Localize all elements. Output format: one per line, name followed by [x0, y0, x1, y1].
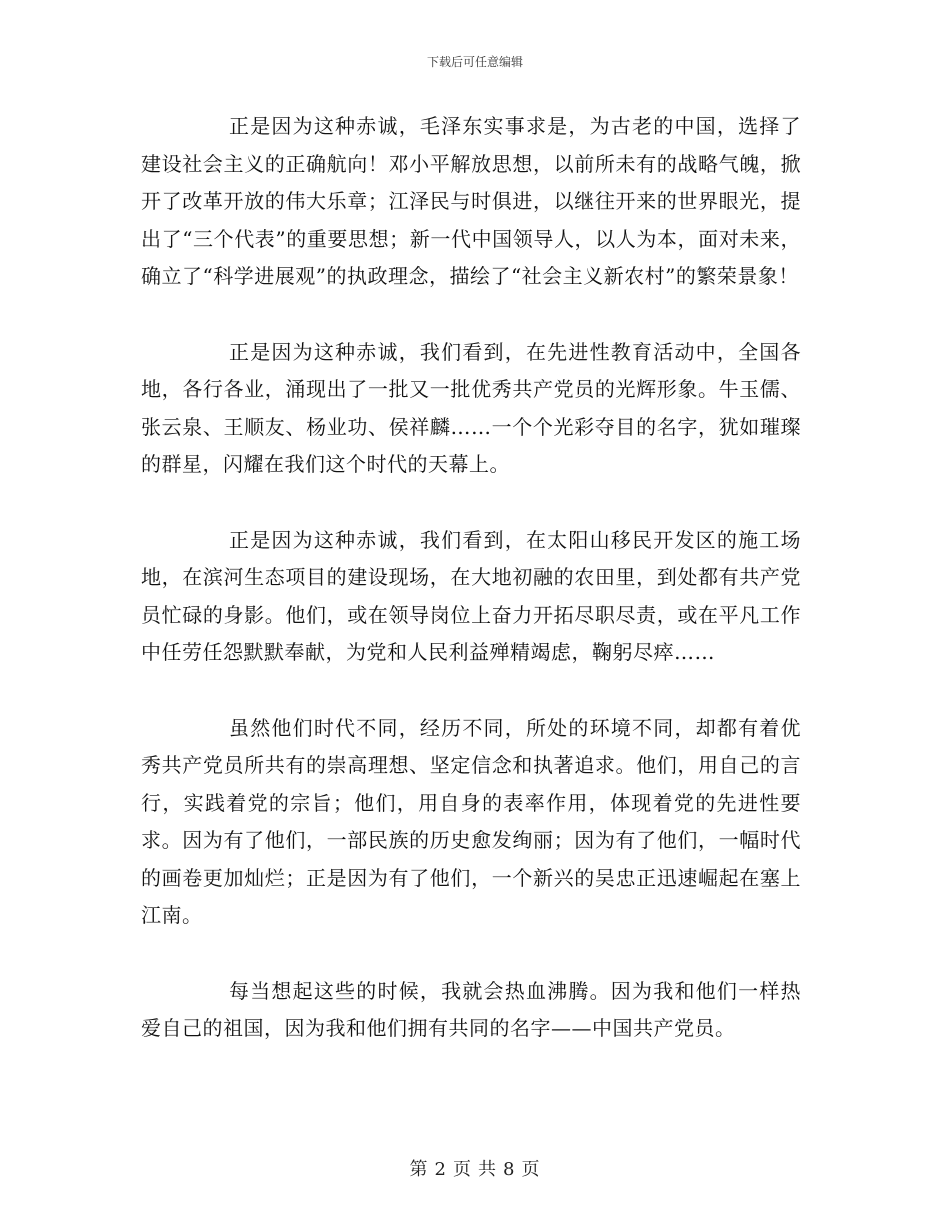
- paragraph-5: 每当想起这些的时候，我就会热血沸腾。因为我和他们一样热爱自己的祖国，因为我和他们拥有共同的名字——中国共产党员。: [141, 978, 801, 1040]
- document-body: [141, 108, 801, 1086]
- page-footer: [0, 1155, 950, 1181]
- paragraph-1: 正是因为这种赤诚，毛泽东实事求是，为古老的中国，选择了建设社会主义的正确航向！邓小平解放思想，以前所未有的战略气魄，掀开了改革开放的伟大乐章；江泽民与时俱进，以继往开来的世界眼光，提出了“三个代表”的重要思想；新一代中国领导人，以人为本，面对未来，确立了“科学进展观”的执政理念，描绘了“社会主义新农村”的繁荣景象！: [141, 114, 801, 288]
- footer-current-page: 2: [434, 1159, 447, 1180]
- footer-total-pages: 8: [503, 1159, 516, 1180]
- footer-suffix: 页: [521, 1159, 541, 1180]
- page-header: 下载后可任意编辑: [426, 55, 523, 69]
- footer-page-char: 页: [453, 1159, 472, 1180]
- footer-total-prefix: 共: [478, 1159, 497, 1180]
- paragraph-2: 正是因为这种赤诚，我们看到，在先进性教育活动中，全国各地，各行各业，涌现出了一批又一批优秀共产党员的光辉形象。牛玉儒、张云泉、王顺友、杨业功、侯祥麟……一个个光彩夺目的名字，犹如璀璨的群星，闪耀在我们这个时代的天幕上。: [141, 339, 801, 476]
- footer-prefix: 第: [409, 1159, 429, 1180]
- paragraph-4: 虽然他们时代不同，经历不同，所处的环境不同，却都有着优秀共产党员所共有的崇高理想、坚定信念和执著追求。他们，用自己的言行，实践着党的宗旨；他们，用自身的表率作用，体现着党的先进性要求。因为有了他们，一部民族的历史愈发绚丽；因为有了他们，一幅时代的画卷更加灿烂；正是因为有了他们，一个新兴的吴忠正迅速崛起在塞上江南。: [141, 715, 801, 927]
- paragraph-3: 正是因为这种赤诚，我们看到，在太阳山移民开发区的施工场地，在滨河生态项目的建设现场，在大地初融的农田里，到处都有共产党员忙碌的身影。他们，或在领导岗位上奋力开拓尽职尽责，或在平凡工作中任劳任怨默默奉献，为党和人民利益殚精竭虑，鞠躬尽瘁……: [141, 527, 801, 664]
